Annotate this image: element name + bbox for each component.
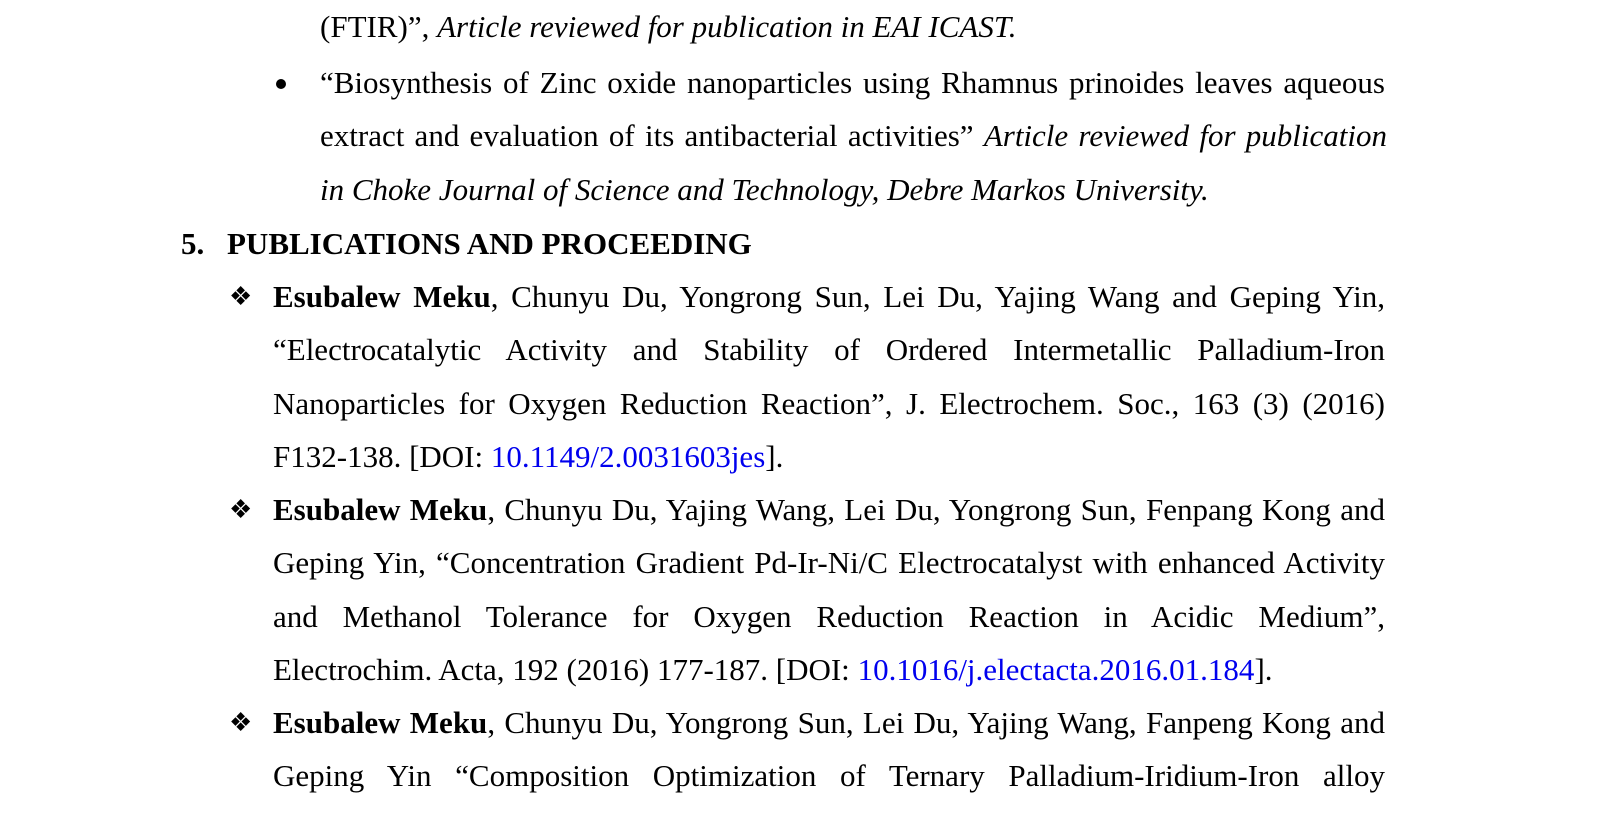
author-name: Esubalew Meku [273,492,488,527]
bullet-item-line-2: extract and evaluation of its antibacterial activities” Article reviewed for publication [320,118,1387,153]
doi-link[interactable]: 10.1149/2.0031603jes [490,439,766,474]
publication-2-line-3: and Methanol Tolerance for Oxygen Reduction Reaction in Acidic Medium”, [273,599,1385,634]
publication-3-line-1: Esubalew Meku, Chunyu Du, Yongrong Sun, Lei Du, Yajing Wang, Fanpeng Kong and [273,705,1386,740]
prev-item-line-1 [320,11,1017,42]
publication-1-line-3: Nanoparticles for Oxygen Reduction Reaction”, J. Electrochem. Soc., 163 (3) (2016) [273,386,1385,421]
diamond-bullet-icon: ❖ [229,708,253,737]
diamond-bullet-icon: ❖ [229,282,253,311]
publication-1-line-1: Esubalew Meku, Chunyu Du, Yongrong Sun, Lei Du, Yajing Wang and Geping Yin, [273,279,1385,314]
bullet-dot-icon [276,79,286,89]
publication-2-line-2: Geping Yin, “Concentration Gradient Pd-Ir-Ni/C Electrocatalyst with enhanced Activity [273,545,1385,580]
publication-3-line-2: Geping Yin “Composition Optimization of Ternary Palladium-Iridium-Iron alloy [273,758,1385,793]
publication-2-line-4: Electrochim. Acta, 192 (2016) 177-187. [DOI: 10.1016/j.electacta.2016.01.184]. [273,652,1273,687]
section-title: PUBLICATIONS AND PROCEEDING [227,226,752,261]
prev-item-status: Article reviewed for publication in EAI ICAST. [437,9,1017,44]
bullet-item-line-1: “Biosynthesis of Zinc oxide nanoparticles using Rhamnus prinoides leaves aqueous [320,65,1385,100]
bullet-item-line-3: in Choke Journal of Science and Technology, Debre Markos University. [320,172,1209,207]
publication-1-line-2: “Electrocatalytic Activity and Stability of Ordered Intermetallic Palladium-Iron [273,332,1385,367]
author-name: Esubalew Meku [273,279,491,314]
section-number: 5. [181,226,205,261]
author-name: Esubalew Meku [273,705,488,740]
publication-2-line-1: Esubalew Meku, Chunyu Du, Yajing Wang, Lei Du, Yongrong Sun, Fenpang Kong and [273,492,1386,527]
diamond-bullet-icon: ❖ [229,495,253,524]
doi-link[interactable]: 10.1016/j.electacta.2016.01.184 [857,652,1255,687]
prev-item-text: (FTIR)”, [320,9,438,44]
publication-1-line-4: F132-138. [DOI: 10.1149/2.0031603jes]. [273,439,784,474]
